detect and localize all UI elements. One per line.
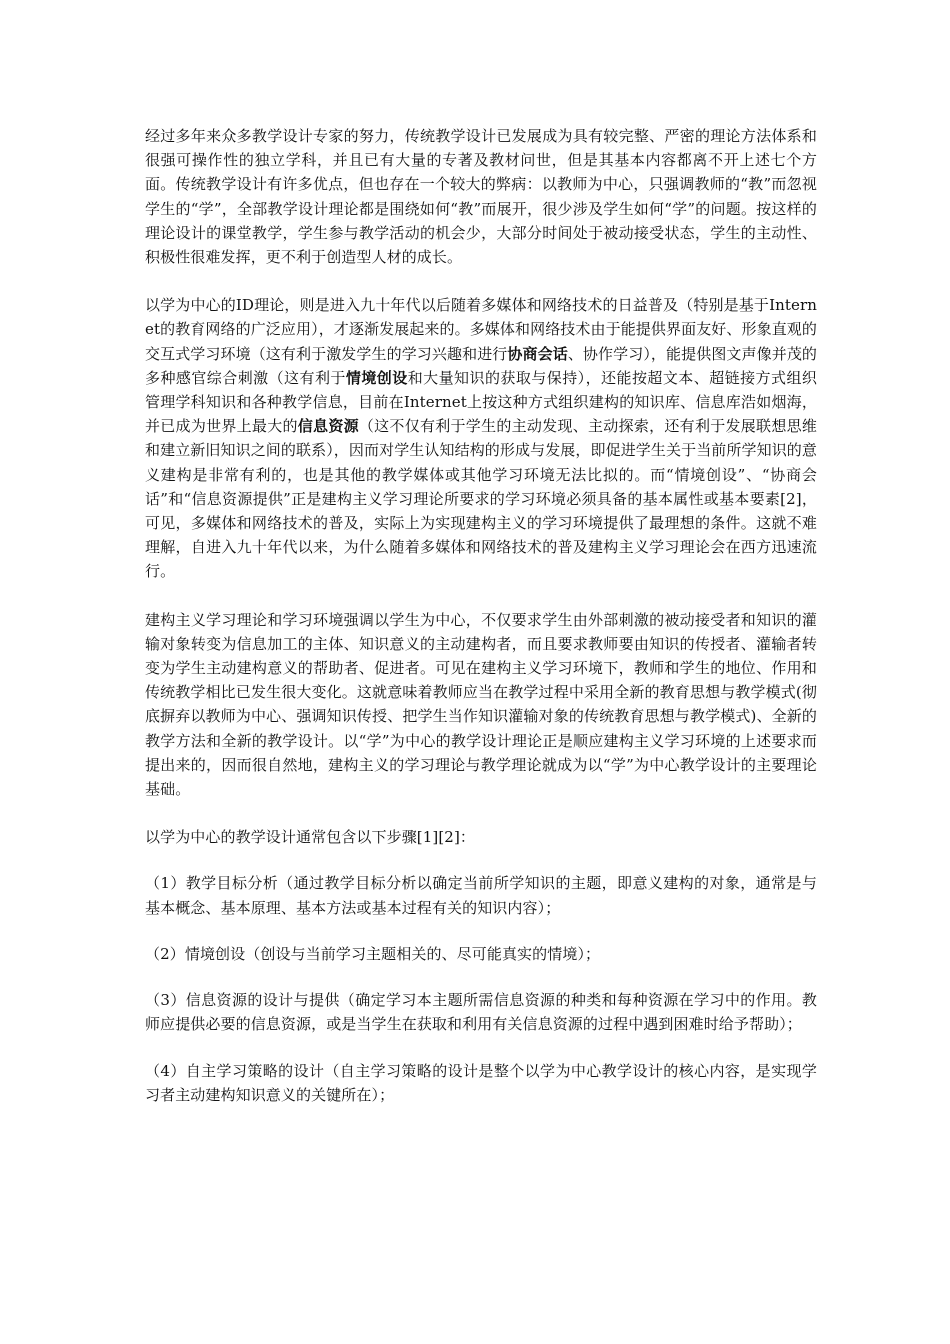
- step-1-objective-analysis: [145, 871, 817, 919]
- paragraph-steps-intro: [145, 825, 817, 849]
- paragraph-text: 、协作学习），能提供图文声像并茂的多种感官综合刺激（这有利于: [145, 344, 818, 387]
- paragraph-text: （这不仅有利于学生的主动发现、主动探索，还有利于发展联想思维和建立新旧知识之间的联系），因而对学生认知结构的形成与发展，即促进学生关于当前所学知识的意义建构是非常有利的，也是其他的教学媒体或其他学习环境无法比拟的。而“情境创设”、“协商会话”和“信息资源提供”正是建构主义学习理论所要求的学习环境必须具备的基本属性或基本要素[2]，可见，多媒体和网络技术的普及，实际上为实现建构主义的学习环境提供了最理想的条件。这就不难理解，自进入九十年代以来，为什么随着多媒体和网络技术的普及建构主义学习理论会在西方迅速流行。: [145, 417, 818, 581]
- paragraph-text: （4）自主学习策略的设计（自主学习策略的设计是整个以学为中心教学设计的核心内容，是实现学习者主动建构知识意义的关键所在）；: [145, 1061, 817, 1104]
- paragraph-text: 和大量知识的获取与保持），还能按超文本、超链接方式组织管理学科知识和各种教学信息，目前在Internet上按这种方式组织建构的知识库、信息库浩如烟海，并已成为世界上最大的: [145, 368, 818, 436]
- paragraph-learner-centered-id: [145, 293, 817, 583]
- keyword-situation-creation: 情境创设: [345, 368, 408, 387]
- paragraph-text: 建构主义学习理论和学习环境强调以学生为中心，不仅要求学生由外部刺激的被动接受者和知识的灌输对象转变为信息加工的主体、知识意义的主动建构者，而且要求教师要由知识的传授者、灌输者转变为学生主动建构意义的帮助者、促进者。可见在建构主义学习环境下，教师和学生的地位、作用和传统教学相比已发生很大变化。这就意味着教师应当在教学过程中采用全新的教育思想与教学模式(彻底摒弃以教师为中心、强调知识传授、把学生当作知识灌输对象的传统教育思想与教学模式)、全新的教学方法和全新的教学设计。以“学”为中心的教学设计理论正是顺应建构主义学习环境的上述要求而提出来的，因而很自然地，建构主义的学习理论与教学理论就成为以“学”为中心教学设计的主要理论基础。: [145, 610, 817, 799]
- step-2-situation-creation: [145, 942, 817, 966]
- paragraph-text: （2）情境创设（创设与当前学习主题相关的、尽可能真实的情境）；: [145, 944, 601, 963]
- paragraph-text: （3）信息资源的设计与提供（确定学习本主题所需信息资源的种类和每种资源在学习中的作用。教师应提供必要的信息资源，或是当学生在获取和利用有关信息资源的过程中遇到困难时给予帮助）；: [145, 991, 817, 1034]
- keyword-information-resources: 信息资源: [297, 417, 359, 436]
- paragraph-constructivism: [145, 608, 817, 802]
- document-page: [145, 124, 817, 1129]
- paragraph-traditional-design: [145, 124, 817, 269]
- paragraph-text: 经过多年来众多教学设计专家的努力，传统教学设计已发展成为具有较完整、严密的理论方法体系和很强可操作性的独立学科，并且已有大量的专著及教材问世，但是其基本内容都离不开上述七个方面。传统教学设计有许多优点，但也存在一个较大的弊病：以教师为中心，只强调教师的“教”而忽视学生的“学”，全部教学设计理论都是围绕如何“教”而展开，很少涉及学生如何“学”的问题。按这样的理论设计的课堂教学，学生参与教学活动的机会少，大部分时间处于被动接受状态，学生的主动性、积极性很难发挥，更不利于创造型人材的成长。: [145, 127, 817, 267]
- step-4-self-learning-strategy: [145, 1059, 817, 1107]
- paragraph-text: 以学为中心的教学设计通常包含以下步骤[1][2]：: [145, 828, 475, 847]
- paragraph-text: 以学为中心的ID理论，则是进入九十年代以后随着多媒体和网络技术的日益普及（特别是基于Internet的教育网络的广泛应用），才逐渐发展起来的。多媒体和网络技术由于能提供界面友好、形象直观的交互式学习环境（这有利于激发学生的学习兴趣和进行: [145, 296, 818, 363]
- paragraph-text: （1）教学目标分析（通过教学目标分析以确定当前所学知识的主题，即意义建构的对象，通常是与基本概念、基本原理、基本方法或基本过程有关的知识内容）；: [145, 874, 817, 917]
- keyword-negotiation: 协商会话: [507, 344, 568, 363]
- step-3-information-resources: [145, 988, 817, 1036]
